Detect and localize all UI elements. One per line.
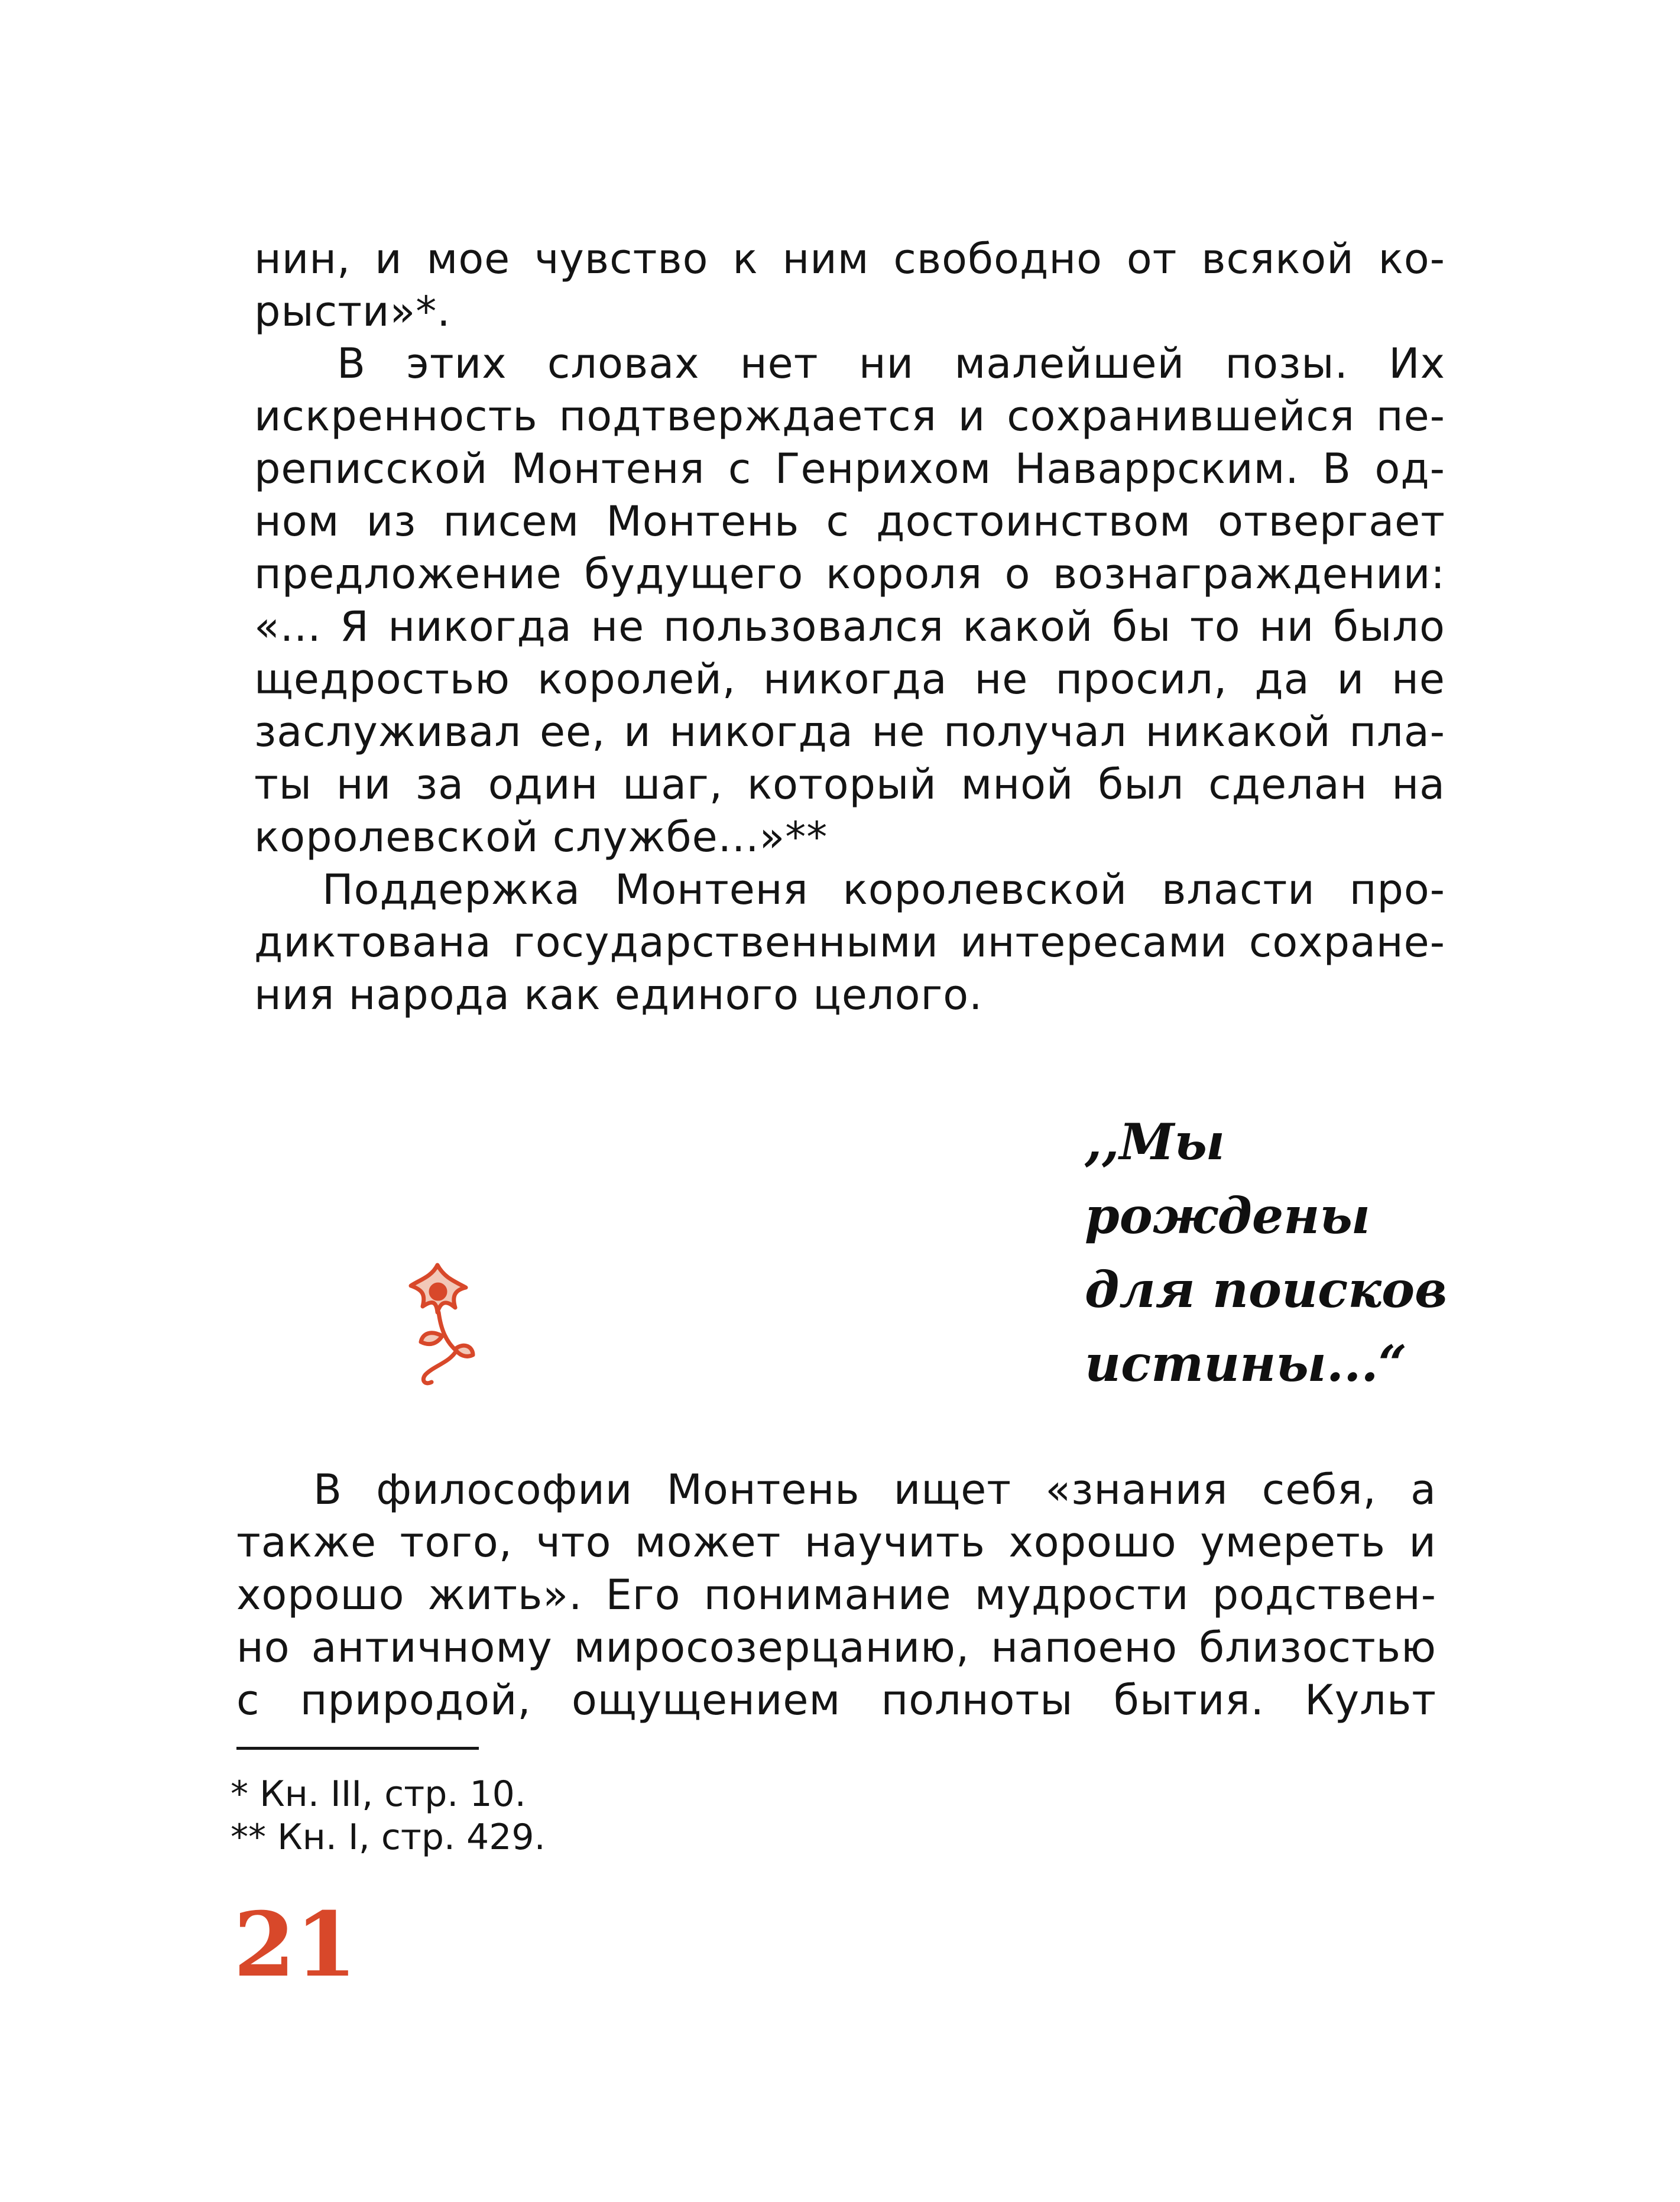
text-line: предложение будущего короля о вознаграждении:: [254, 550, 1445, 598]
text-line: ния народа как единого целого.: [254, 971, 983, 1019]
text-line: рысти»*.: [254, 287, 451, 336]
flower-ornament-icon: [390, 1253, 485, 1389]
text-line: королевской службе...»**: [254, 813, 828, 861]
text-line: щедростью королей, никогда не просил, да и не: [254, 655, 1445, 703]
epigraph-line: рождены: [1085, 1186, 1370, 1245]
text-line: ты ни за один шаг, который мной был сделан на: [254, 760, 1445, 809]
text-line: нин, и мое чувство к ним свободно от всякой ко-: [254, 235, 1445, 283]
epigraph-line: для поисков: [1085, 1260, 1448, 1319]
footnote: * Кн. III, стр. 10.: [231, 1773, 526, 1815]
text-line: заслуживал ее, и никогда не получал никакой пла-: [254, 708, 1445, 756]
epigraph-line: ,,Мы: [1085, 1113, 1225, 1171]
footnote-divider: [236, 1747, 479, 1750]
text-line: диктована государственными интересами сохране-: [254, 918, 1445, 967]
epigraph-line: истины...“: [1085, 1334, 1407, 1393]
text-line: ном из писем Монтень с достоинством отвергает: [254, 497, 1445, 546]
text-line: хорошо жить». Его понимание мудрости родствен-: [236, 1571, 1436, 1619]
text-line: В этих словах нет ни малейшей позы. Их: [337, 339, 1445, 388]
footnote: ** Кн. I, стр. 429.: [231, 1817, 546, 1858]
text-line: В философии Монтень ищет «знания себя, а: [313, 1465, 1436, 1514]
text-line: но античному миросозерцанию, напоено близостью: [236, 1623, 1436, 1672]
page-number: 21: [233, 1893, 357, 1997]
text-line: искренность подтверждается и сохранившейся пе-: [254, 392, 1445, 440]
text-line: Поддержка Монтеня королевской власти про-: [322, 865, 1445, 914]
text-line: реписской Монтеня с Генрихом Наваррским. В од-: [254, 445, 1445, 493]
text-line: «... Я никогда не пользовался какой бы то ни было: [254, 602, 1445, 651]
text-line: с природой, ощущением полноты бытия. Культ: [236, 1676, 1436, 1724]
text-line: также того, что может научить хорошо умереть и: [236, 1518, 1436, 1567]
